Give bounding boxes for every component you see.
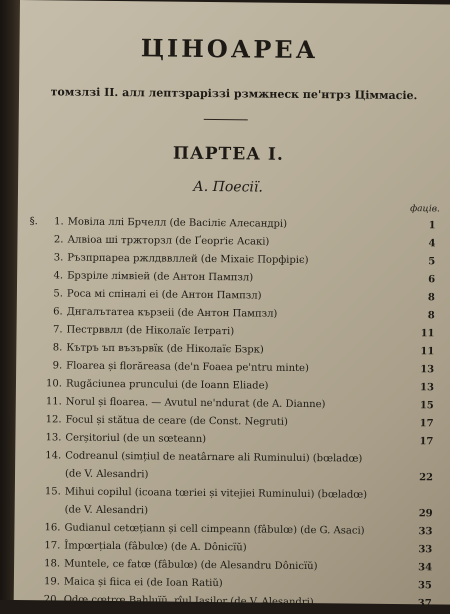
toc-entry-continuation: (de V. Alesandri) [64, 504, 149, 517]
toc-entry-title: Брзріле лімвіей (de Антон Пампзл) [67, 270, 254, 284]
toc-entry-number: 12. [45, 414, 62, 426]
toc-entry-number: 7. [52, 324, 63, 336]
toc-entry-number: 17. [44, 540, 61, 552]
toc-entry-page-number: 29 [418, 508, 433, 520]
toc-entry-page-number: 17 [419, 418, 434, 430]
toc-entry-continuation: (de V. Alesandri) [64, 468, 149, 481]
toc-entry-number: 14. [45, 450, 62, 462]
toc-entry-number: 13. [45, 432, 62, 444]
toc-entry-number: 3. [53, 252, 64, 264]
toc-entry-number: 18. [44, 558, 61, 570]
toc-entry-number: 20. [43, 594, 60, 606]
toc-entry-number: 19. [43, 576, 60, 588]
toc-entry-number: 2. [53, 234, 64, 246]
toc-entry-number: 8. [52, 342, 63, 354]
toc-entry-title: Codreanul (simțiul de neatârnare ali Ruminului) (bœladœ) [65, 450, 363, 465]
toc-entry-page-number: 5 [428, 256, 436, 268]
toc-entry-page-number: 13 [420, 364, 435, 376]
toc-entry-number: 5. [53, 288, 63, 300]
section-mark: §. [29, 216, 38, 228]
book-page [14, 0, 450, 610]
toc-entry-title: Кътръ ъп възървїк (de Ніколаїє Бзрк) [66, 342, 264, 356]
toc-entry-page-number: 1 [428, 220, 436, 232]
toc-entry-title: Ръзпрпареа ржлдввллей (de Міхаіє Порфіріє) [67, 252, 309, 267]
toc-entry-title: Rugăciunea pruncului (de Ioann Eliade) [65, 378, 269, 392]
toc-entry-number: 9. [52, 360, 63, 372]
toc-entry-title: Роса мі спіналі еі (de Антон Пампзл) [66, 288, 262, 302]
toc-entry-page-number: 22 [419, 472, 434, 484]
page-column-label: фаців. [410, 204, 440, 215]
toc-entry-number: 10. [46, 378, 63, 390]
table-of-contents [29, 213, 436, 613]
toc-entry-page-number: 34 [418, 562, 433, 574]
toc-entry-page-number: 37 [417, 598, 432, 610]
toc-entry-number: 1. [54, 216, 64, 228]
toc-entry-title: Odœ cœtrœ Bahluïŭ, rîul Iașilor (de V. Alesandri) [63, 594, 314, 609]
toc-entry [33, 483, 433, 523]
toc-entry-title: Алвіоа ші тржторзл (de Ґеорґіє Асакі) [67, 234, 270, 248]
toc-entry-number: 4. [53, 270, 64, 282]
toc-entry-title: Gudianul cetœțiann și cell cimpeann (fâbulœ) (de G. Asaci) [64, 522, 365, 537]
toc-entry-number: 15. [44, 486, 61, 498]
book-subtitle: томзлзі II. алл лептзраріззі рзмжнеск пе'нтрз Ціммасіе. [50, 85, 418, 103]
toc-entry-page-number: 11 [420, 328, 435, 340]
toc-entry-page-number: 4 [428, 238, 436, 250]
toc-entry-title: Norul și floarea. — Avutul ne'ndurat (de A. Dianne) [65, 396, 326, 411]
book-title: ЦІНОАРЕА [140, 33, 319, 65]
toc-entry [33, 447, 433, 487]
toc-entry-title: Пестрввлл (de Ніколаїє Іетраті) [66, 324, 235, 338]
toc-entry-page-number: 17 [419, 436, 434, 448]
toc-entry-title: Împœrțiala (fâbulœ) (de A. Dônicïŭ) [64, 540, 247, 554]
toc-entry-title: Cerșitoriul (de un sœteann) [65, 432, 207, 445]
toc-entry-page-number: 6 [428, 274, 436, 286]
toc-entry-page-number: 11 [420, 346, 435, 358]
section-heading: А. Поесії. [193, 178, 263, 196]
part-heading: ПАРТЕА I. [172, 143, 284, 165]
divider-rule [204, 119, 248, 120]
toc-entry [32, 591, 432, 613]
toc-entry-title: Maica și fiica ei (de Ioan Ratiŭ) [63, 576, 223, 590]
toc-entry-number: 16. [44, 522, 61, 534]
toc-entry-number: 6. [53, 306, 63, 318]
toc-entry-page-number: 33 [418, 544, 433, 556]
toc-entry-title: Focul și stătua de ceare (de Const. Negruti) [65, 414, 288, 428]
toc-entry-page-number: 13 [419, 382, 435, 394]
toc-entry-page-number: 8 [427, 292, 435, 304]
toc-entry-page-number: 33 [418, 526, 433, 538]
toc-entry-page-number: 8 [427, 310, 435, 322]
toc-entry-page-number: 35 [417, 580, 432, 592]
toc-entry-page-number: 15 [419, 400, 434, 412]
toc-entry-title: Днгалътатеа кързеіі (de Антон Пампзл) [66, 306, 278, 320]
toc-entry-number: 11. [45, 396, 62, 408]
toc-entry-title: Mihui copilul (icoana tœriei și vitejiei Ruminului) (bœladœ) [64, 486, 368, 501]
toc-entry-title: Floarea și florăreasa (de'n Foaea pe'ntru minte) [66, 360, 309, 375]
toc-entry-title: Мовіла ллі Брчелл (de Васіліє Алесандрі) [67, 216, 288, 230]
toc-entry-title: Muntele, ce fatœ (fâbulœ) (de Alesandru Dônicïŭ) [64, 558, 318, 573]
